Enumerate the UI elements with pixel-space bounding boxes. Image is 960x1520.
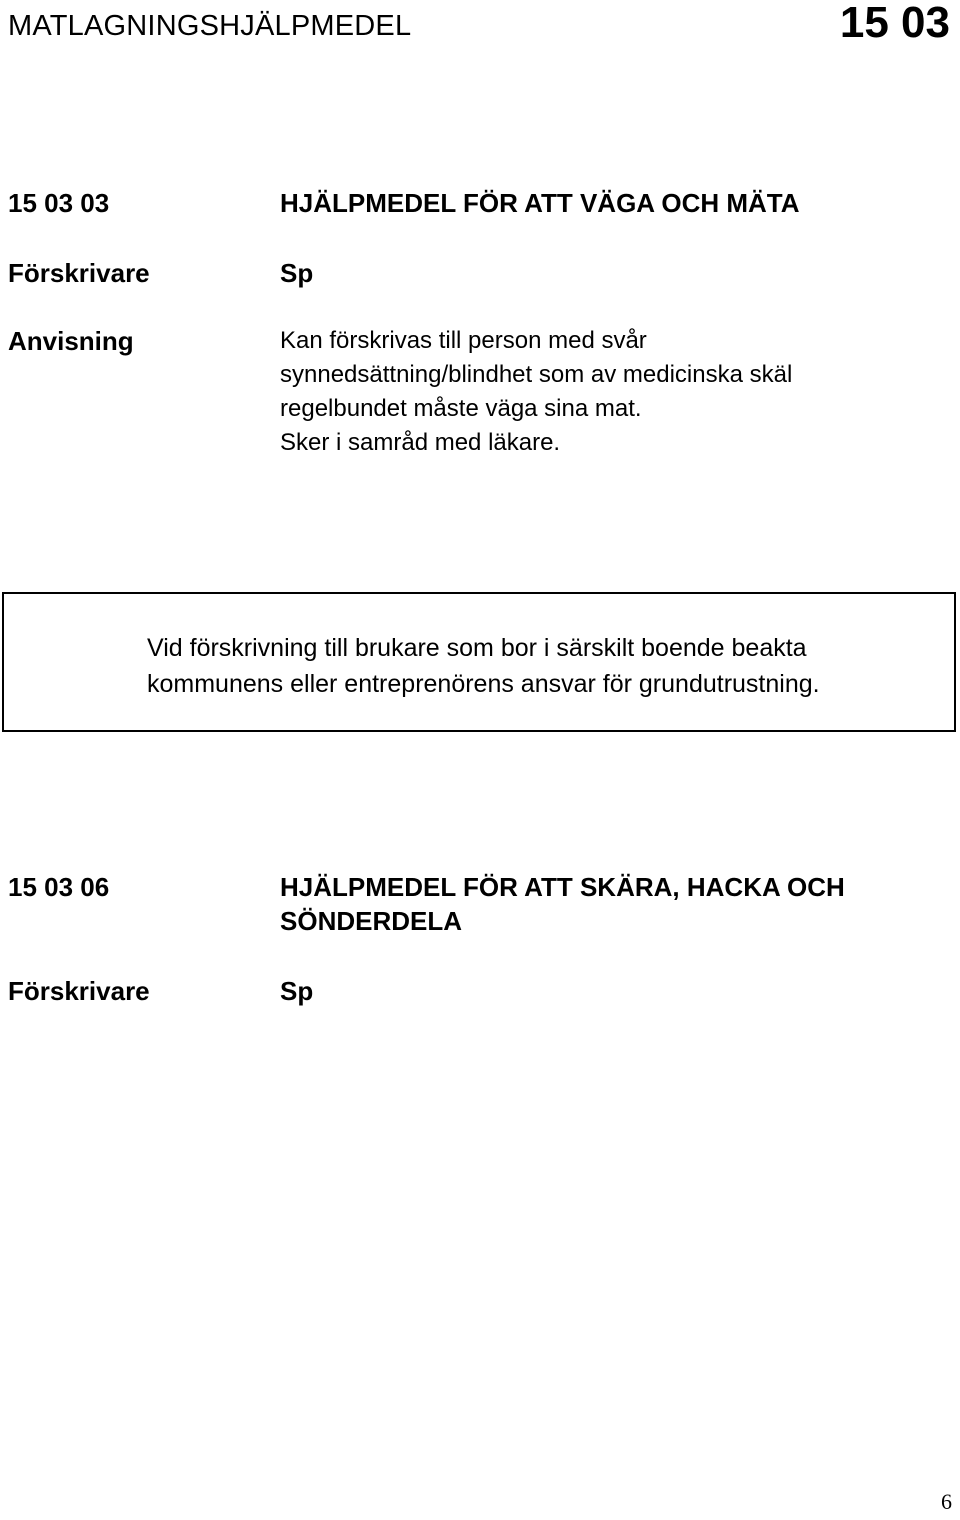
prescriber-value: Sp xyxy=(280,976,314,1006)
section-code: 15 03 03 xyxy=(8,188,110,218)
section-heading-line: SÖNDERDELA xyxy=(280,906,463,936)
notice-box xyxy=(2,592,956,732)
instruction-text xyxy=(280,324,940,460)
notice-text xyxy=(147,630,820,702)
section-heading: HJÄLPMEDEL FÖR ATT VÄGA OCH MÄTA xyxy=(280,188,800,218)
section-heading-line: HJÄLPMEDEL FÖR ATT SKÄRA, HACKA OCH xyxy=(280,872,845,902)
prescriber-label: Förskrivare xyxy=(8,258,150,288)
instruction-line: synnedsättning/blindhet som av medicinska skäl xyxy=(280,361,793,388)
notice-line: kommunens eller entreprenörens ansvar för grundutrustning. xyxy=(147,670,820,698)
instruction-line: Kan förskrivas till person med svår xyxy=(280,327,647,354)
instruction-line: Sker i samråd med läkare. xyxy=(280,429,561,456)
category-code: 15 03 xyxy=(839,0,950,47)
section-code: 15 03 06 xyxy=(8,872,110,902)
prescriber-label: Förskrivare xyxy=(8,976,150,1006)
notice-line: Vid förskrivning till brukare som bor i särskilt boende beakta xyxy=(147,634,807,662)
page-number: 6 xyxy=(941,1489,952,1514)
instruction-line: regelbundet måste väga sina mat. xyxy=(280,395,642,422)
page-title: MATLAGNINGSHJÄLPMEDEL xyxy=(8,10,412,42)
instruction-label: Anvisning xyxy=(8,326,134,356)
prescriber-value: Sp xyxy=(280,258,314,288)
section-heading xyxy=(280,870,940,938)
